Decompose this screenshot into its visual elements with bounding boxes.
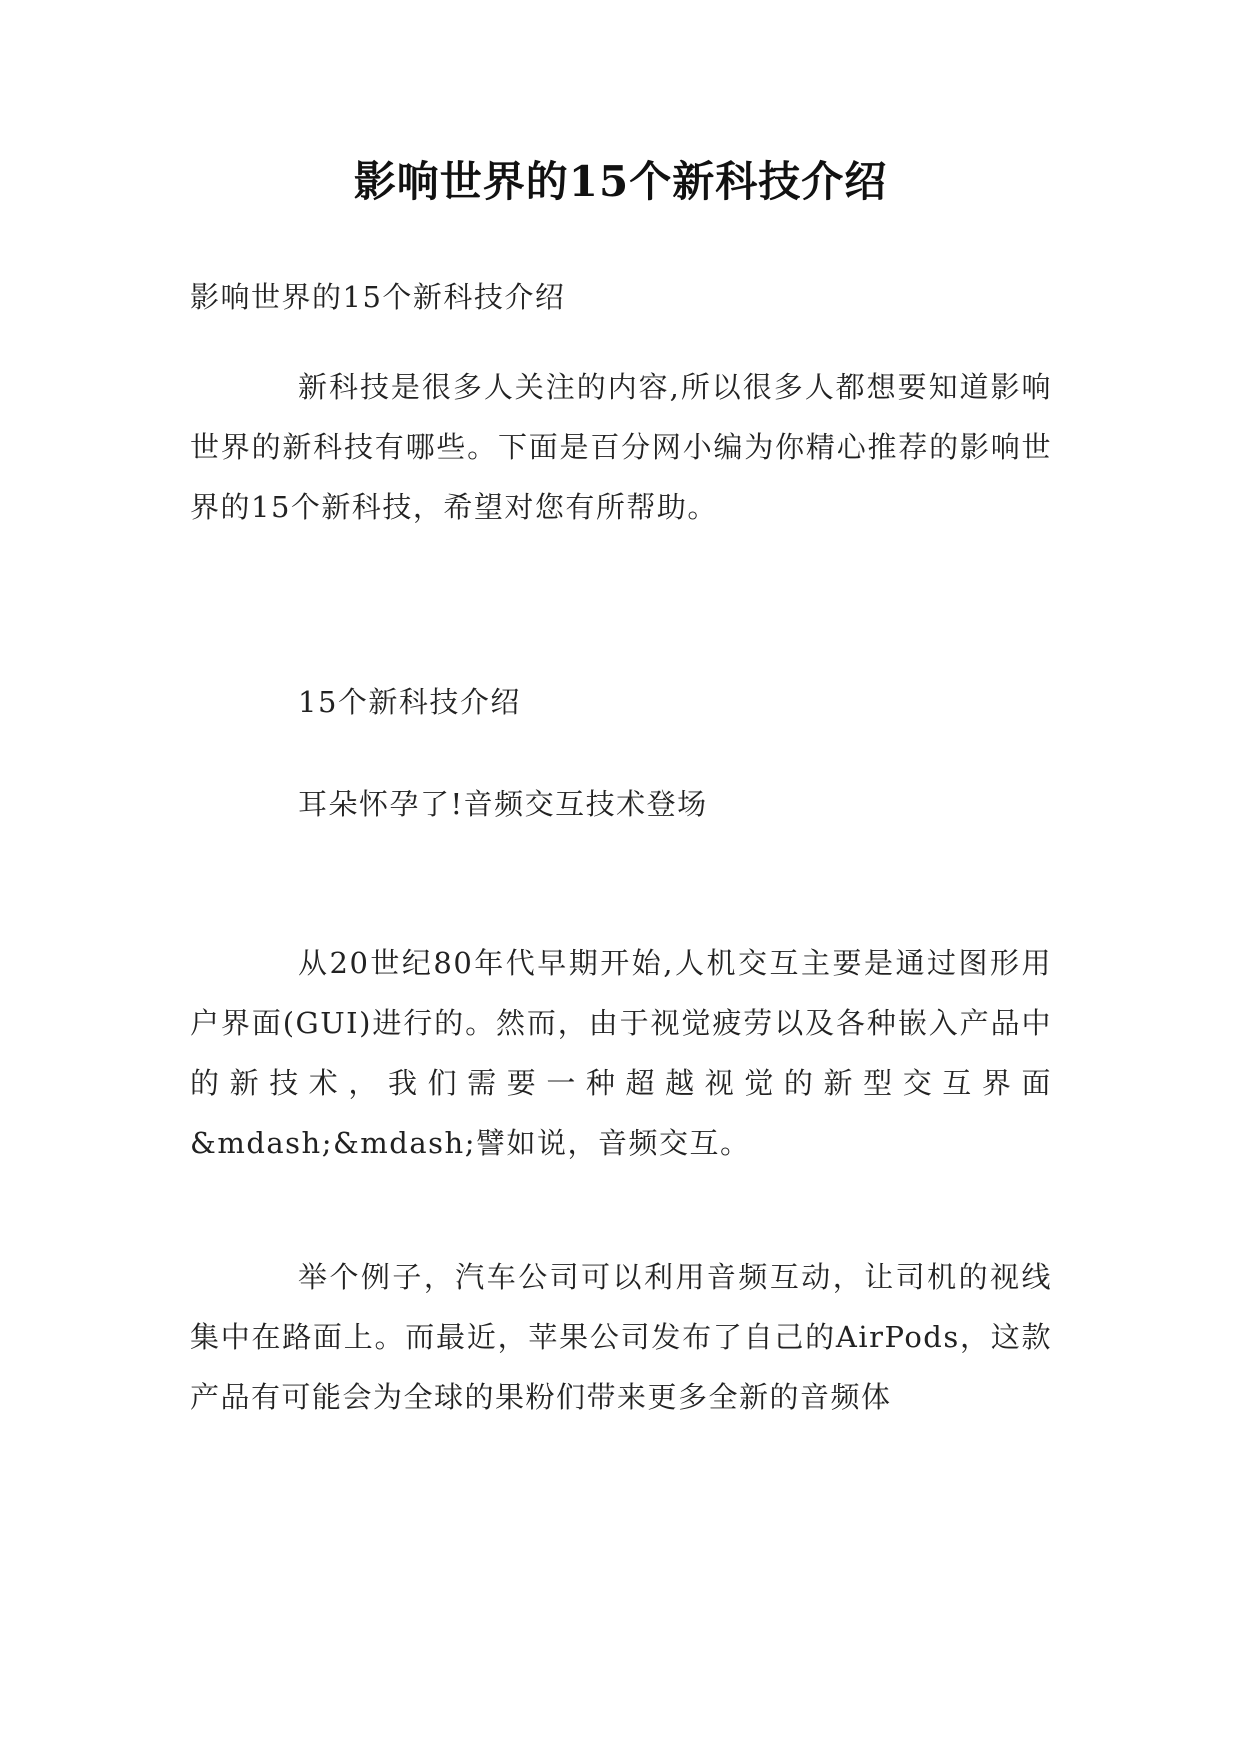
- document-title: 影响世界的15个新科技介绍: [353, 157, 888, 206]
- item-heading: 耳朵怀孕了!音频交互技术登场: [298, 787, 708, 821]
- document-subtitle: 影响世界的15个新科技介绍: [190, 280, 566, 314]
- body-paragraph: 举个例子，汽车公司可以利用音频互动，让司机的视线集中在路面上。而最近，苹果公司发布了自己的AirPods，这款产品有可能会为全球的果粉们带来更多全新的音频体: [190, 1260, 1052, 1414]
- section-heading: 15个新科技介绍: [298, 685, 521, 719]
- body-paragraph: 从20世纪80年代早期开始,人机交互主要是通过图形用户界面(GUI)进行的。然而，由于视觉疲劳以及各种嵌入产品中的新技术，我们需要一种超越视觉的新型交互界面&mdash;&mdash;譬如说，音频交互。: [190, 946, 1052, 1160]
- intro-paragraph: 新科技是很多人关注的内容,所以很多人都想要知道影响世界的新科技有哪些。下面是百分网小编为你精心推荐的影响世界的15个新科技，希望对您有所帮助。: [190, 370, 1052, 524]
